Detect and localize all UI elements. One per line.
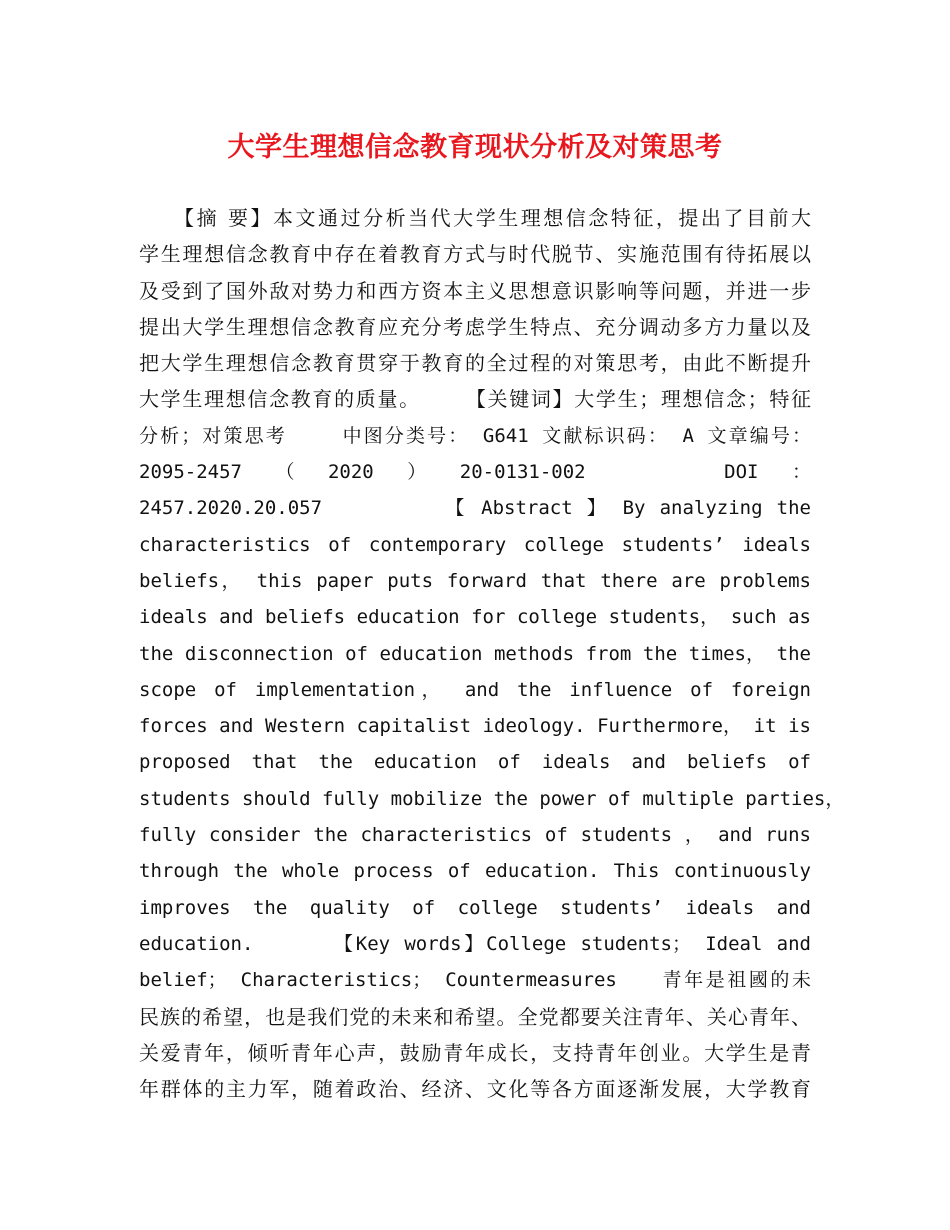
document-body (139, 200, 845, 1107)
body-line: 【摘 要】本文通过分析当代大学生理想信念特征，提出了目前大 (139, 206, 811, 230)
body-line: proposed that the education of ideals and beliefs of (139, 751, 811, 774)
body-line: through the whole process of education. This continuously (139, 860, 811, 883)
body-line: forces and Western capitalist ideology. Furthermore， it is (139, 715, 811, 738)
body-line: 2095-2457（2020）20-0131-002 DOI： (139, 461, 811, 484)
body-line: the disconnection of education methods from the times， the (139, 642, 811, 665)
body-line: 年群体的主力军，随着政治、经济、文化等各方面逐渐发展，大学教育 (139, 1077, 811, 1102)
body-line: students should fully mobilize the power of multiple parties， (139, 787, 845, 810)
body-line: beliefs， this paper puts forward that there are problems (139, 569, 811, 592)
body-line: 民族的希望，也是我们党的未来和希望。全党都要关注青年、关心青年、 (139, 1004, 811, 1029)
body-line: 大学生理想信念教育的质量。 【关键词】大学生；理想信念；特征 (139, 387, 811, 412)
document-title: 大学生理想信念教育现状分析及对策思考 (227, 132, 723, 163)
body-line: 及受到了国外敌对势力和西方资本主义思想意识影响等问题，并进一步 (139, 278, 811, 303)
body-line: 把大学生理想信念教育贯穿于教育的全过程的对策思考，由此不断提升 (139, 351, 811, 376)
body-line: characteristics of contemporary college students’ ideals (139, 533, 811, 556)
body-line: belief； Characteristics； Countermeasures 青年是祖國的未 (139, 969, 811, 992)
body-line: scope of implementation， and the influence of foreign (139, 678, 811, 701)
body-line: improves the quality of college students’ ideals and (139, 896, 811, 919)
body-line: fully consider the characteristics of students ， and runs (139, 824, 811, 847)
body-line: 分析；对策思考 中图分类号： G641 文献标识码： A 文章编号： (139, 424, 811, 447)
body-line: 关爱青年，倾听青年心声，鼓励青年成长，支持青年创业。大学生是青 (139, 1040, 811, 1065)
body-line: ideals and beliefs education for college students， such as (139, 606, 811, 629)
body-line: 2457.2020.20.057 【 Abstract 】 By analyzing the (139, 497, 811, 520)
body-line: 学生理想信念教育中存在着教育方式与时代脱节、实施范围有待拓展以 (139, 242, 811, 267)
body-line: education. 【Key words】College students； Ideal and (139, 932, 811, 955)
body-line: 提出大学生理想信念教育应充分考虑学生特点、充分调动多方力量以及 (139, 314, 811, 339)
